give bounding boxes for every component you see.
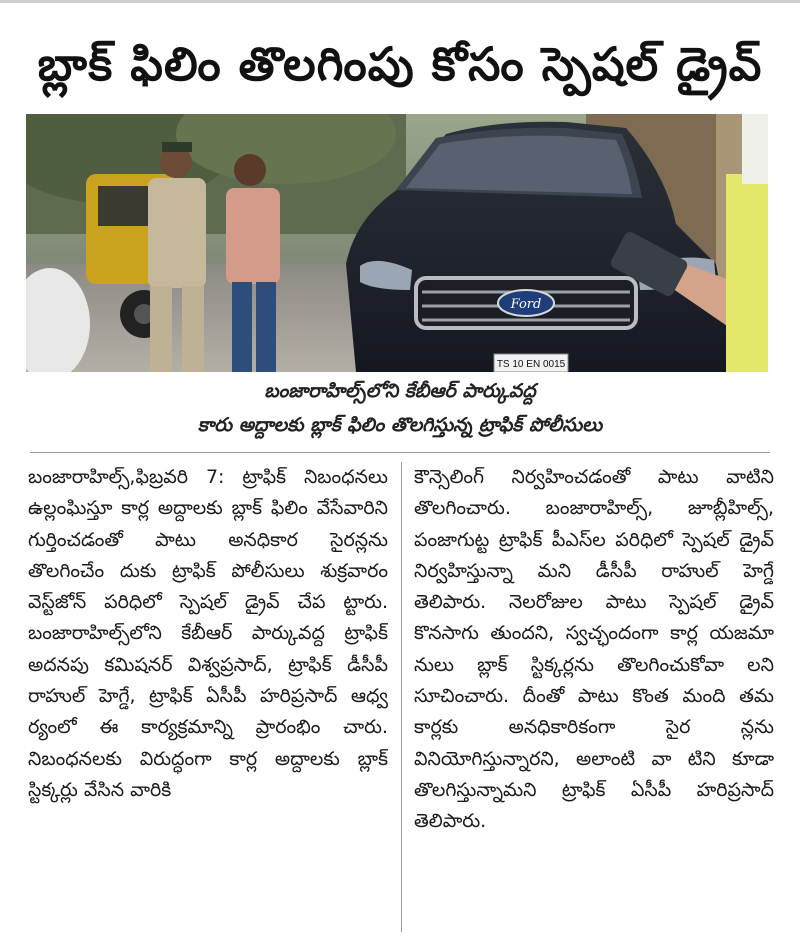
number-plate: TS 10 EN 0015 [496,359,566,370]
article-column-right: కౌన్సెలింగ్ నిర్వహించడంతో పాటు వాటిని తొలగించారు. బంజారాహిల్స్, జూబ్లీహిల్స్, పంజాగుట్ట ట్రాఫిక్ పీఎస్‌ల పరిధిలో స్పెషల్ డ్రైవ్ నిర్వహిస్తున్నా మని డీసీపీ రాహుల్ హెగ్డే తెలిపారు. నెలరోజుల పాటు స్పెషల్ డ్రైవ్ కొనసాగు తుందని, స్వచ్ఛందంగా కార్ల యజమా నులు బ్లాక్ స్టిక్కర్లను తొలగించుకోవా లని సూచించారు. దీంతో పాటు కొంత మంది తమ కార్లకు అనధికారికంగా సైర న్లను వినియోగిస్తున్నారని, అలాంటి వా టిని కూడా తొలగిస్తున్నామని ట్రాఫిక్ ఏసీపీ హరిప్రసాద్ తెలిపారు. [414,466,774,833]
photo-caption-line2: కారు అద్దాలకు బ్లాక్ ఫిలిం తొలగిస్తున్న ట్రాఫిక్ పోలీసులు [197,414,603,436]
photo-caption-line1: బంజారాహిల్స్‌లోని కేబీఆర్ పార్కువద్ద [264,380,536,402]
news-photo [26,114,768,372]
column-divider [401,462,402,932]
caption-divider [30,452,770,453]
top-rule [0,0,800,3]
headline: బ్లాక్ ఫిలిం తొలగింపు కోసం స్పెషల్ డ్రైవ్ [37,37,763,91]
car-badge: Ford [510,297,542,312]
article-column-left: బంజారాహిల్స్,ఫిబ్రవరి 7: ట్రాఫిక్ నిబంధనలు ఉల్లంఘిస్తూ కార్ల అద్దాలకు బ్లాక్ ఫిలిం వేసేవారిని గుర్తించడంతో పాటు అనధికార సైరన్లను తొలగించేం దుకు ట్రాఫిక్ పోలీసులు శుక్రవారం వెస్ట్‌జోన్ పరిధిలో స్పెషల్ డ్రైవ్ చేప ట్టారు. బంజారాహిల్స్‌లోని కేబీఆర్ పార్కువద్ద ట్రాఫిక్ అదనపు కమిషనర్ విశ్వప్రసాద్, ట్రాఫిక్ డీసీపీ రాహుల్ హెగ్డే, ట్రాఫిక్ ఏసీపీ హరిప్రసాద్ ఆధ్వ ర్యంలో ఈ కార్యక్రమాన్ని ప్రారంభిం చారు. నిబంధనలకు విరుద్ధంగా కార్ల అద్దాలకు బ్లాక్ స్టిక్కర్లు వేసిన వారికి [28,466,388,801]
